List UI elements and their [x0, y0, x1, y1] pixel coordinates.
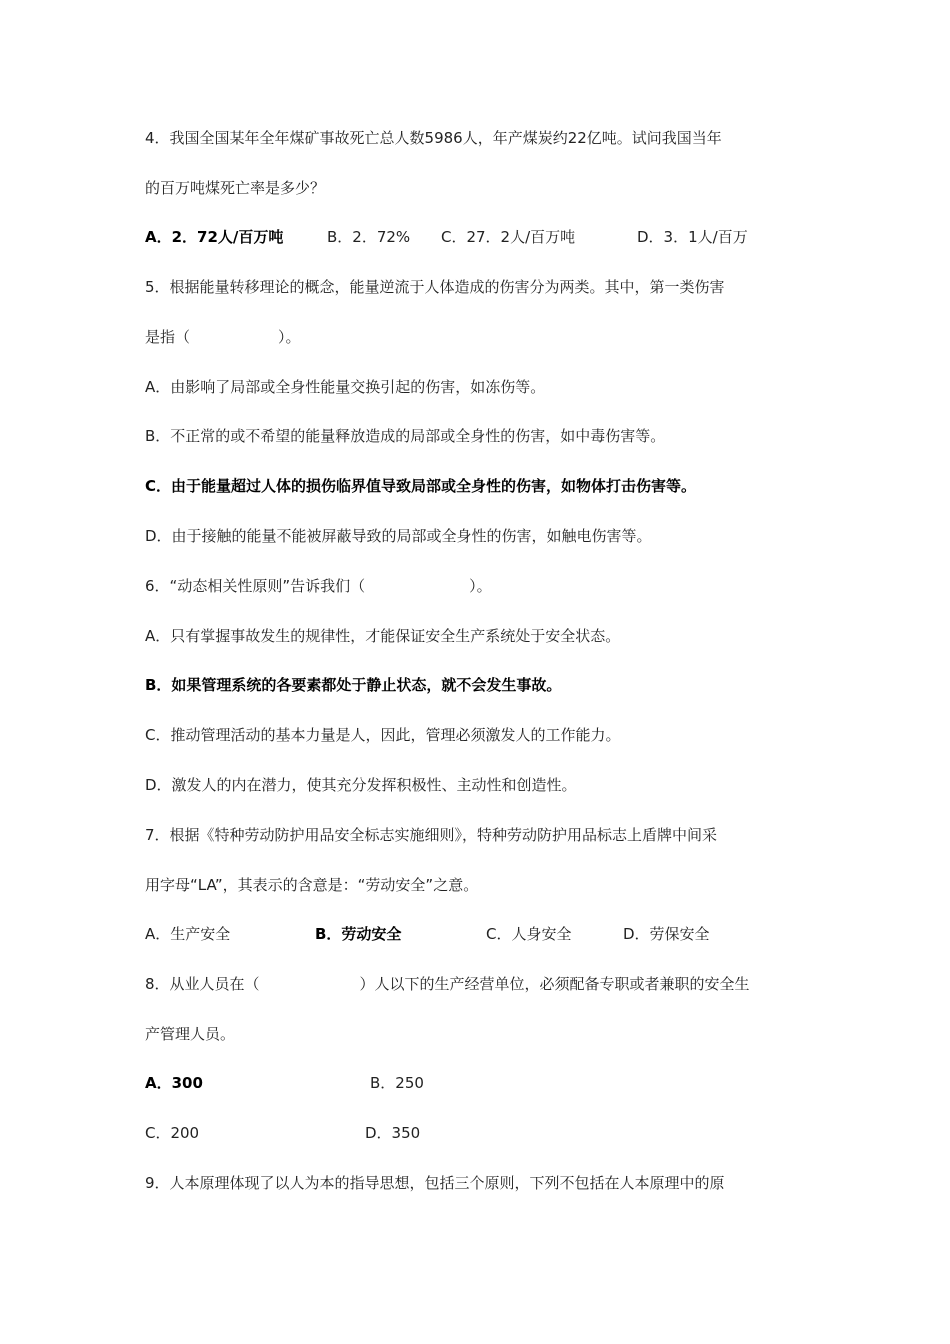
q6-option-c: C．推动管理活动的基本力量是人，因此，管理必须激发人的工作能力。: [145, 726, 621, 744]
q6-option-a: A．只有掌握事故发生的规律性，才能保证安全生产系统处于安全状态。: [145, 627, 621, 645]
q5-stem-line-2: [145, 327, 810, 347]
q8-stem-suffix: ）人以下的生产经营单位，必须配备专职或者兼职的安全生: [359, 975, 750, 993]
q8-option-d: D．350: [365, 1124, 421, 1142]
q8-option-b: B．250: [370, 1074, 424, 1092]
q4-option-b: B．2．72%: [327, 228, 411, 246]
q8-stem-line-2: 产管理人员。: [145, 1025, 236, 1043]
q5-option-d: D．由于接触的能量不能被屏蔽导致的局部或全身性的伤害，如触电伤害等。: [145, 527, 652, 545]
q7-option-b: B．劳动安全: [315, 925, 402, 943]
q5-option-c: C．由于能量超过人体的损伤临界值导致局部或全身性的伤害，如物体打击伤害等。: [145, 477, 697, 495]
q5-option-b: B．不正常的或不希望的能量释放造成的局部或全身性的伤害，如中毒伤害等。: [145, 427, 666, 445]
q8-stem-line-1: [145, 974, 810, 994]
q6-stem-line-1: [145, 576, 810, 596]
q5-stem-line-1: 5．根据能量转移理论的概念，能量逆流于人体造成的伤害分为两类。其中，第一类伤害: [145, 278, 725, 296]
q4-stem-line-2: 的百万吨煤死亡率是多少？: [145, 179, 326, 197]
q4-option-c: C．27．2人/百万吨: [441, 228, 576, 246]
q8-option-a: A．300: [145, 1074, 203, 1092]
q7-option-c: C．人身安全: [486, 925, 572, 943]
q5-stem-suffix: ）。: [278, 328, 301, 346]
q8-stem-prefix: 8．从业人员在（: [145, 975, 260, 993]
q4-option-d: D．3．1人/百万: [637, 228, 748, 246]
q6-option-d: D．激发人的内在潜力，使其充分发挥积极性、主动性和创造性。: [145, 776, 577, 794]
q7-stem-line-2: 用字母“LA”，其表示的含意是：“劳动安全”之意。: [145, 876, 479, 894]
q6-option-b: B．如果管理系统的各要素都处于静止状态，就不会发生事故。: [145, 676, 562, 694]
q8-option-c: C．200: [145, 1124, 200, 1142]
q4-option-a: A．2．72人/百万吨: [145, 228, 284, 246]
q7-stem-line-1: 7．根据《特种劳动防护用品安全标志实施细则》，特种劳动防护用品标志上盾牌中间采: [145, 826, 718, 844]
q6-stem-suffix: ）。: [469, 577, 492, 595]
q7-option-a: A．生产安全: [145, 925, 231, 943]
q4-stem-line-1: 4．我国全国某年全年煤矿事故死亡总人数5986人，年产煤炭约22亿吨。试问我国当年: [145, 129, 722, 147]
q5-stem-prefix: 是指（: [145, 328, 191, 346]
q6-stem-prefix: 6．“动态相关性原则”告诉我们（: [145, 577, 366, 595]
q7-option-d: D．劳保安全: [623, 925, 710, 943]
q5-option-a: A．由影响了局部或全身性能量交换引起的伤害，如冻伤等。: [145, 378, 546, 396]
q9-stem-line-1: 9．人本原理体现了以人为本的指导思想，包括三个原则，下列不包括在人本原理中的原: [145, 1174, 725, 1192]
